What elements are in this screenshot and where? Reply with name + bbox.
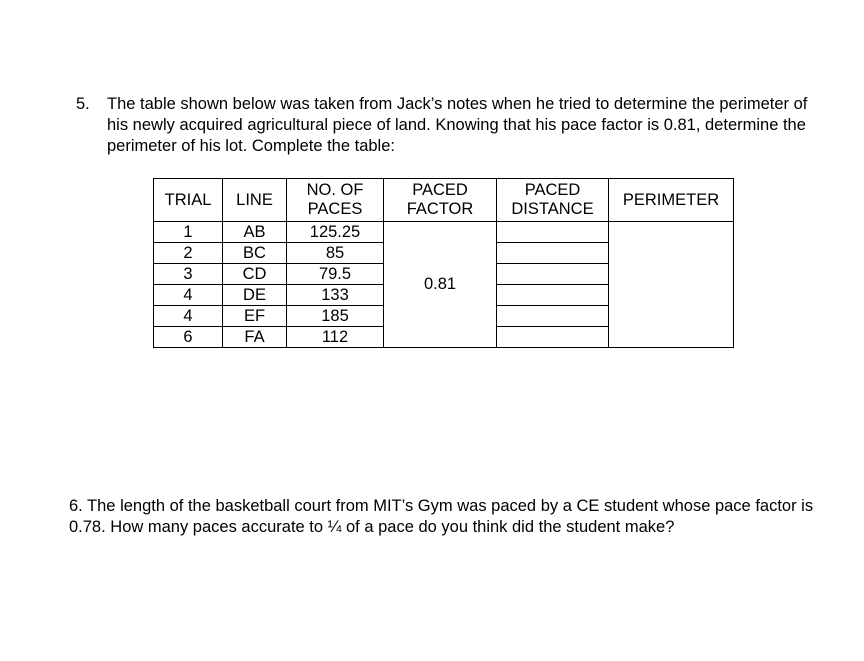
question-5-number: 5. (76, 95, 90, 113)
header-trial: TRIAL (154, 179, 223, 222)
header-paced-factor-line2: FACTOR (406, 200, 474, 218)
table-header-row (154, 179, 734, 222)
question-5 (76, 94, 836, 157)
cell-pace-factor: 0.81 (384, 222, 497, 348)
header-no-of-paces (287, 179, 384, 222)
cell-paced-distance-blank (497, 306, 609, 327)
cell-paces: 125.25 (287, 222, 384, 243)
cell-trial: 4 (154, 306, 223, 327)
cell-line: CD (223, 264, 287, 285)
header-paced-distance-line2: DISTANCE (511, 200, 594, 218)
pacing-table (153, 178, 734, 348)
question-5-text: The table shown below was taken from Jack’s notes when he tried to determine the perimeter of his newly acquired agricultural piece of land. Knowing that his pace factor is 0.81, determine the perimeter of his lot. Complete the table: (107, 95, 808, 155)
cell-paced-distance-blank (497, 243, 609, 264)
cell-trial: 2 (154, 243, 223, 264)
cell-perimeter-blank (609, 222, 734, 348)
cell-paced-distance-blank (497, 222, 609, 243)
cell-line: AB (223, 222, 287, 243)
header-no-of-paces-line1: NO. OF (306, 181, 364, 199)
cell-trial: 3 (154, 264, 223, 285)
cell-trial: 4 (154, 285, 223, 306)
cell-paced-distance-blank (497, 264, 609, 285)
cell-paced-distance-blank (497, 285, 609, 306)
table-row (154, 222, 734, 243)
header-no-of-paces-line2: PACES (307, 200, 363, 218)
cell-trial: 1 (154, 222, 223, 243)
cell-paces: 133 (287, 285, 384, 306)
header-perimeter: PERIMETER (609, 179, 734, 222)
question-6-text: 6. The length of the basketball court from MIT’s Gym was paced by a CE student whose pace factor is 0.78. How many paces accurate to ¼ of a pace do you think did the student make? (69, 497, 814, 536)
cell-paces: 185 (287, 306, 384, 327)
cell-line: EF (223, 306, 287, 327)
cell-trial: 6 (154, 327, 223, 348)
header-paced-distance-line1: PACED (524, 181, 581, 199)
header-line: LINE (223, 179, 287, 222)
header-paced-factor (384, 179, 497, 222)
header-paced-factor-line1: PACED (412, 181, 468, 199)
cell-line: FA (223, 327, 287, 348)
cell-line: BC (223, 243, 287, 264)
cell-paces: 85 (287, 243, 384, 264)
cell-paces: 112 (287, 327, 384, 348)
cell-paced-distance-blank (497, 327, 609, 348)
cell-paces: 79.5 (287, 264, 384, 285)
header-paced-distance (497, 179, 609, 222)
cell-line: DE (223, 285, 287, 306)
